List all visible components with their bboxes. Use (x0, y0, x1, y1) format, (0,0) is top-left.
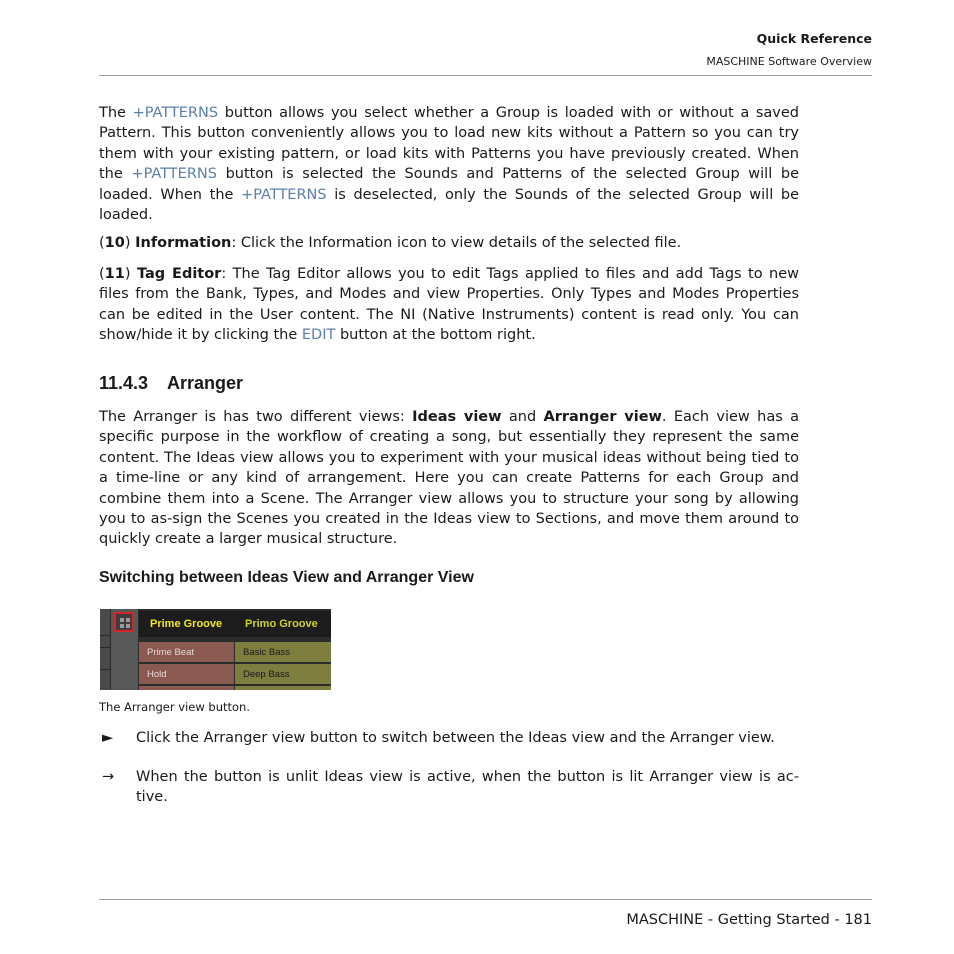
pattern-cell[interactable]: Basic Bass (235, 642, 331, 662)
scene-bar (139, 611, 331, 637)
patterns-paragraph (99, 103, 799, 225)
text: ( (99, 266, 105, 282)
text: ) (124, 266, 137, 282)
pattern-cell[interactable]: Hold (139, 664, 234, 684)
text: is deselected, only the Sounds of the selected Group will be loaded. (99, 186, 799, 224)
running-header-subtitle: MASCHINE Software Overview (706, 55, 872, 68)
arranger-screenshot (100, 609, 331, 690)
pattern-cell-edge (139, 686, 234, 690)
scene-slot-1[interactable]: Prime Groove (150, 618, 223, 630)
patterns-keyword: +PATTERNS (131, 166, 217, 183)
information-paragraph (99, 233, 799, 253)
text: . Each view has a specific purpose in the workflow of creating a song, but essentially they represent the same content. The Ideas view allows you to experiment with your musical ideas without being tied to a time-line or any kind of arrangement. Here you can create Patterns for each Group and combine them into a Scene. The Arranger view allows you to structure your song by allowing you to as-sign the Scenes you created in the Ideas view to Sections, and move them around to quickly create a larger musical structure. (99, 409, 799, 548)
item-number: 11 (104, 266, 125, 282)
result-arrow-icon: → (102, 769, 115, 785)
text: button is selected the Sounds and Patterns of the selected Group will be loaded. When the (99, 166, 799, 203)
arranger-paragraph (99, 407, 799, 550)
text: : The Tag Editor allows you to edit Tags applied to files and add Tags to new files from the Bank, Types, and Modes and view Properties. Only Types and Modes Properties can be edited in the User content. The NI (Native Instruments) content is read only. You can show/hide it by clicking the (99, 266, 799, 344)
text: The (99, 105, 133, 121)
arranger-view-button[interactable] (114, 612, 134, 632)
pattern-cell-edge (235, 686, 331, 690)
footer-rule (99, 899, 872, 900)
instruction-step: Click the Arranger view button to switch between the Ideas view and the Arranger view. (136, 730, 775, 746)
section-number: 11.4.3 (99, 373, 149, 393)
running-header-title: Quick Reference (756, 31, 872, 46)
subsection-heading: Switching between Ideas View and Arranger View (99, 569, 474, 586)
item-term: Information (135, 235, 232, 251)
patterns-keyword: +PATTERNS (241, 186, 327, 203)
ideas-view-term: Ideas view (412, 409, 502, 425)
arranger-view-term: Arranger view (543, 409, 662, 425)
text: The Arranger is has two different views: (99, 409, 413, 425)
item-number: 10 (104, 235, 125, 251)
text: button at the bottom right. (335, 327, 536, 344)
text: ( (99, 235, 105, 251)
section-title: Arranger (167, 373, 244, 393)
group-strip (100, 609, 110, 690)
text: button allows you select whether a Group is loaded with or without a saved Pattern. This button conveniently allows you to load new kits without a Pattern so you can try them with your existing pattern, or load kits with Patterns you have previously created. When the (99, 105, 799, 183)
scene-slot-2[interactable]: Primo Groove (245, 618, 318, 630)
text: ) (124, 235, 136, 251)
page-footer: MASCHINE - Getting Started - 181 (626, 912, 872, 928)
item-term: Tag Editor (136, 266, 222, 282)
figure-caption: The Arranger view button. (99, 700, 250, 714)
pattern-cell[interactable]: Prime Beat (139, 642, 234, 662)
text: : Click the Information icon to view details of the selected file. (231, 235, 682, 251)
pattern-cell[interactable]: Deep Bass (235, 664, 331, 684)
result-note: When the button is unlit Ideas view is active, when the button is lit Arranger view is ac-tive. (136, 769, 799, 806)
text: and (501, 409, 544, 425)
arranger-grid-icon (120, 618, 130, 628)
edit-keyword: EDIT (301, 327, 336, 344)
tag-editor-paragraph (99, 264, 799, 346)
header-rule (99, 75, 872, 76)
patterns-keyword: +PATTERNS (132, 105, 219, 121)
section-heading (99, 373, 243, 394)
bullet-triangle-icon: ► (102, 730, 114, 746)
